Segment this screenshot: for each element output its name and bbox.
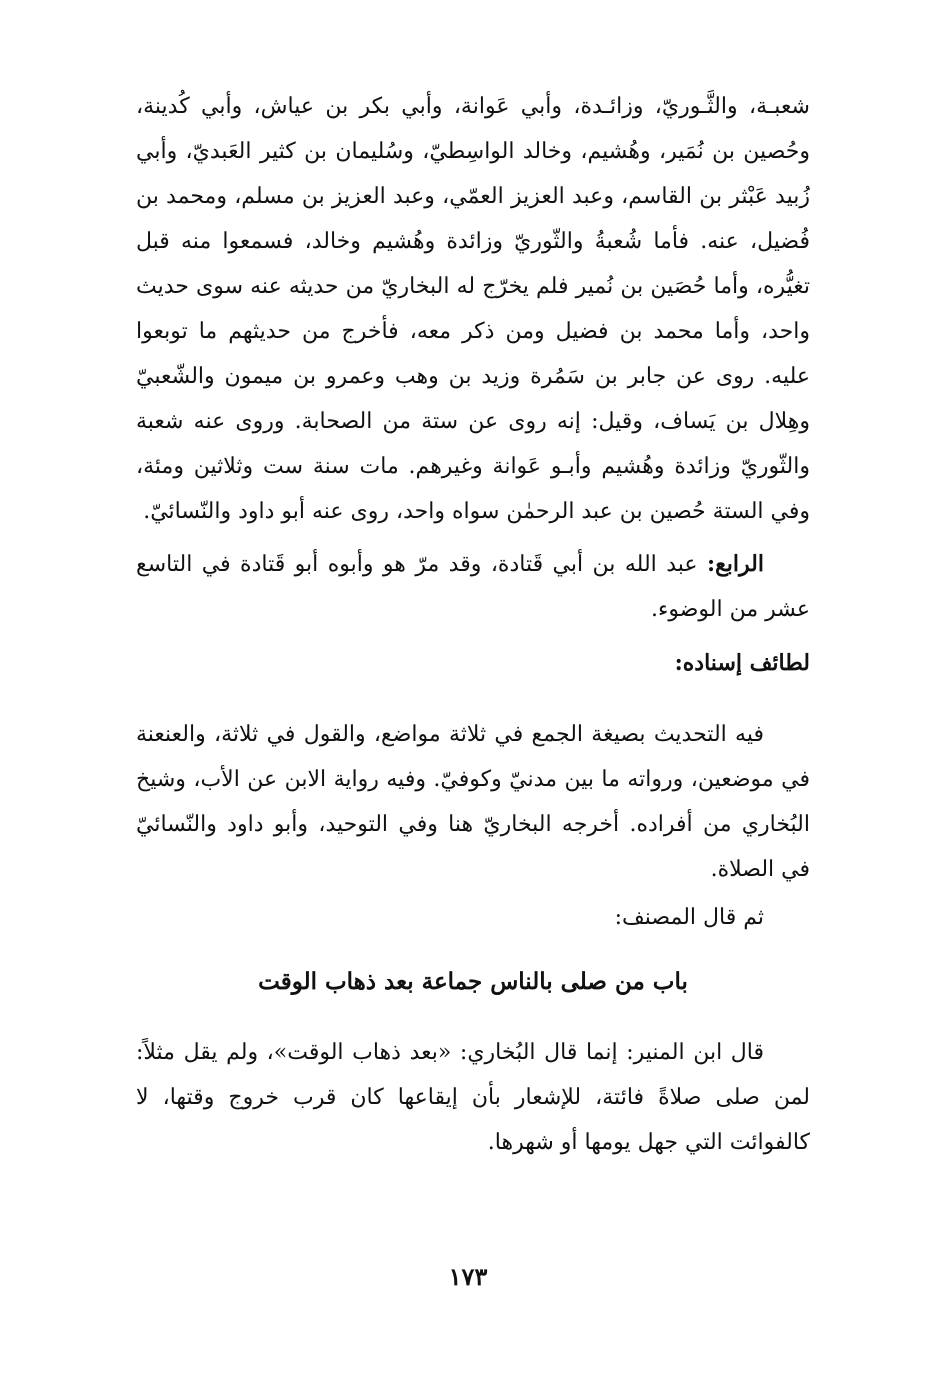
paragraph-isnad-notes: فيه التحديث بصيغة الجمع في ثلاثة مواضع، والقول في ثلاثة، والعنعنة في موضعين، ورواته ما بين مدنيّ وكوفيّ. وفيه رواية الابن عن الأب، وشيخ البُخاري من أفراده. أخرجه البخاريّ هنا وفي التوحيد، وأبو داود والنّسائيّ في الصلاة. <box>136 722 810 882</box>
paragraph-body: عبد الله بن أبي قَتادة، وقد مرّ هو وأبوه أبو قَتادة في التاسع عشر من الوضوء. <box>136 552 810 622</box>
chapter-title: باب من صلى بالناس جماعة بعد ذهاب الوقت <box>258 968 688 995</box>
paragraph-ibn-munir: قال ابن المنير: إنما قال البُخاري: «بعد ذهاب الوقت»، ولم يقل مثلاً: لمن صلى صلاةً فائتة، للإشعار بأن إيقاعها كان قرب خروج وقتها، لا كالفوائت التي جهل يومها أو شهرها. <box>136 1040 810 1155</box>
paragraph-narrators: شعبـة، والثَّـوريّ، وزائـدة، وأبي عَوانة، وأبي بكر بن عياش، وأبي كُدينة، وحُصين بن نُمَير، وهُشيم، وخالد الواسِطيّ، وسُليمان بن كثير العَبديّ، وأبي زُبيد عَبْثر بن القاسم، وعبد العزيز العمّي، وعبد العزيز بن مسلم، ومحمد بن فُضيل، عنه. فأما شُعبةُ والثّوريّ وزائدة وهُشيم وخالد، فسمعوا منه قبل تغيُّره، وأما حُصَين بن نُمير فلم يخرّج له البخاريّ من حديثه عنه سوى حديث واحد، وأما محمد بن فضيل ومن ذكر معه، فأخرج من حديثهم ما توبعوا عليه. روى عن جابر بن سَمُرة وزيد بن وهب وعمرو بن ميمون والشّعبيّ وهِلال بن يَساف، وقيل: إنه روى عن ستة من الصحابة. وروى عنه شعبة والثّوريّ وزائدة وهُشيم وأبـو عَوانة وغيرهم. مات سنة ست وثلاثين ومئة، وفي الستة حُصين بن عبد الرحمٰن سواه واحد، روى عنه أبو داود والنّسائيّ. <box>136 94 810 524</box>
paragraph-fourth-narrator <box>136 542 810 632</box>
paragraph-lead-word: الرابع: <box>706 551 764 577</box>
section-heading-lataif: لطائف إسناده: <box>674 650 810 676</box>
paragraph-author-said: ثم قال المصنف: <box>614 905 764 930</box>
page-number: ١٧٣ <box>448 1262 488 1291</box>
